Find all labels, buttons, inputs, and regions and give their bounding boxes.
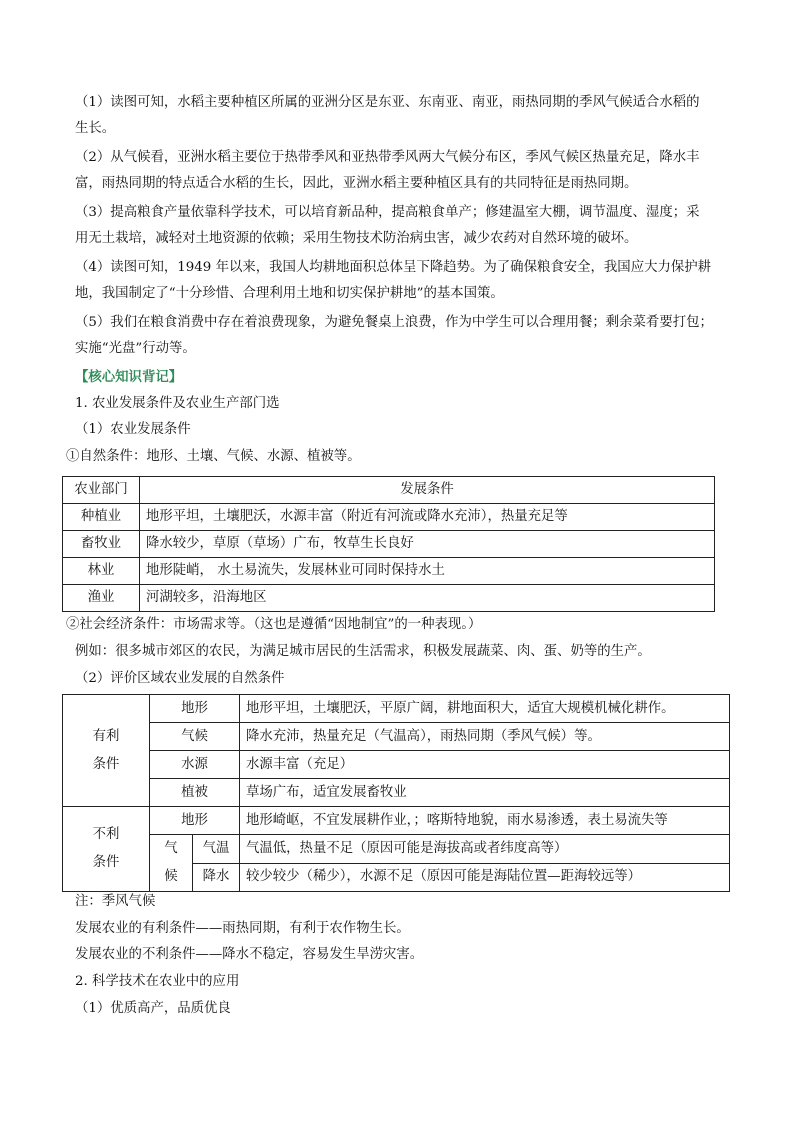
- note-line-1: 发展农业的有利条件——雨热同期，有利于农作物生长。: [75, 921, 410, 936]
- header-conditions: 发展条件: [140, 477, 715, 504]
- agriculture-sector-table: [62, 476, 715, 612]
- factor-name: 地形: [150, 807, 240, 835]
- note-line-2: 发展农业的不利条件——降水不稳定，容易发生旱涝灾害。: [75, 947, 424, 962]
- section-2-title: 2. 科学技术在农业中的应用: [75, 974, 240, 989]
- factor-name: 气温: [193, 835, 240, 864]
- sector-condition: 地形平坦，土壤肥沃，水源丰富（附近有河流或降水充沛），热量充足等: [140, 504, 715, 531]
- answer-2-line-2: 富，雨热同期的特点适合水稻的生长，因此，亚洲水稻主要种植区具有的共同特征是雨热同期。: [75, 176, 638, 191]
- sector-condition: 河湖较多，沿海地区: [140, 585, 715, 612]
- factor-name: 植被: [150, 779, 240, 807]
- factor-name: 降水: [193, 863, 240, 892]
- answer-2-line-1: （2）从气候看，亚洲水稻主要位于热带季风和亚热带季风两大气候分布区，季风气候区热量充足，降水丰: [75, 150, 700, 165]
- favorable-label: 有利 条件: [63, 695, 150, 807]
- table-row: [63, 531, 715, 558]
- table-row: [63, 751, 730, 779]
- table-row: [63, 585, 715, 612]
- factor-detail: 草场广布，适宜发展畜牧业: [240, 779, 730, 807]
- answer-4-line-2: 地，我国制定了“十分珍惜、合理利用土地和切实保护耕地”的基本国策。: [75, 286, 504, 301]
- factor-detail: 降水充沛，热量充足（气温高），雨热同期（季风气候）等。: [240, 723, 730, 751]
- section-2-subtitle-1: （1）优质高产，品质优良: [75, 1001, 231, 1016]
- table-row: [63, 835, 730, 864]
- section-1-title: 1. 农业发展条件及农业生产部门选: [75, 396, 280, 411]
- factor-name: 水源: [150, 751, 240, 779]
- natural-conditions: ①自然条件：地形、土壤、气候、水源、植被等。: [66, 449, 361, 464]
- section-heading: 【核心知识背记】: [75, 369, 183, 385]
- note-title: 注：季风气候: [75, 894, 156, 909]
- table-row: [63, 779, 730, 807]
- sector-condition: 降水较少，草原（草场）广布，牧草生长良好: [140, 531, 715, 558]
- natural-conditions-table: [62, 694, 730, 892]
- factor-detail: 地形平坦，土壤肥沃，平原广阔，耕地面积大，适宜大规模机械化耕作。: [240, 695, 730, 723]
- answer-5-line-1: （5）我们在粮食消费中存在着浪费现象，为避免餐桌上浪费，作为中学生可以合理用餐；剩余菜肴要打包；: [75, 315, 713, 330]
- factor-detail: 水源丰富（充足）: [240, 751, 730, 779]
- factor-detail: 较少较少（稀少），水源不足（原因可能是海陆位置—距海较远等）: [240, 863, 730, 892]
- unfavorable-label: 不利 条件: [63, 807, 150, 892]
- example-text: 例如：很多城市郊区的农民，为满足城市居民的生活需求，积极发展蔬菜、肉、蛋、奶等的生产。: [75, 644, 651, 659]
- header-sector: 农业部门: [63, 477, 140, 504]
- answer-1-line-2: 生长。: [75, 121, 116, 136]
- answer-5-line-2: 实施“光盘”行动等。: [75, 341, 196, 356]
- table-header-row: [63, 477, 715, 504]
- sector-name: 林业: [63, 558, 140, 585]
- factor-detail: 气温低，热量不足（原因可能是海拔高或者纬度高等）: [240, 835, 730, 864]
- answer-3-line-1: （3）提高粮食产量依靠科学技术，可以培育新品种，提高粮食单产；修建温室大棚，调节温度、湿度；采: [75, 205, 700, 220]
- sector-condition: 地形陡峭， 水土易流失，发展林业可同时保持水土: [140, 558, 715, 585]
- table-row: [63, 807, 730, 835]
- table-row: [63, 695, 730, 723]
- table-row: [63, 723, 730, 751]
- answer-4-line-1: （4）读图可知，1949 年以来，我国人均耕地面积总体呈下降趋势。为了确保粮食安全，我国应大力保护耕: [75, 260, 712, 275]
- table-row: [63, 558, 715, 585]
- sector-name: 种植业: [63, 504, 140, 531]
- sector-name: 渔业: [63, 585, 140, 612]
- section-1-subtitle-1: （1）农业发展条件: [75, 422, 191, 437]
- social-conditions: ②社会经济条件：市场需求等。（这也是遵循“因地制宜”的一种表现。）: [66, 617, 482, 632]
- factor-detail: 地形崎岖，不宜发展耕作业，；喀斯特地貌，雨水易渗透，表土易流失等: [240, 807, 730, 835]
- answer-1-line-1: （1）读图可知，水稻主要种植区所属的亚洲分区是东亚、东南亚、南亚，雨热同期的季风气候适合水稻的: [75, 95, 700, 110]
- sector-name: 畜牧业: [63, 531, 140, 558]
- section-1-subtitle-2: （2）评价区域农业发展的自然条件: [75, 671, 285, 686]
- table-row: [63, 504, 715, 531]
- factor-name: 地形: [150, 695, 240, 723]
- answer-3-line-2: 用无土栽培，减轻对土地资源的依赖；采用生物技术防治病虫害，减少农药对自然环境的破坏。: [75, 231, 638, 246]
- climate-label: 气 候: [150, 835, 193, 892]
- factor-name: 气候: [150, 723, 240, 751]
